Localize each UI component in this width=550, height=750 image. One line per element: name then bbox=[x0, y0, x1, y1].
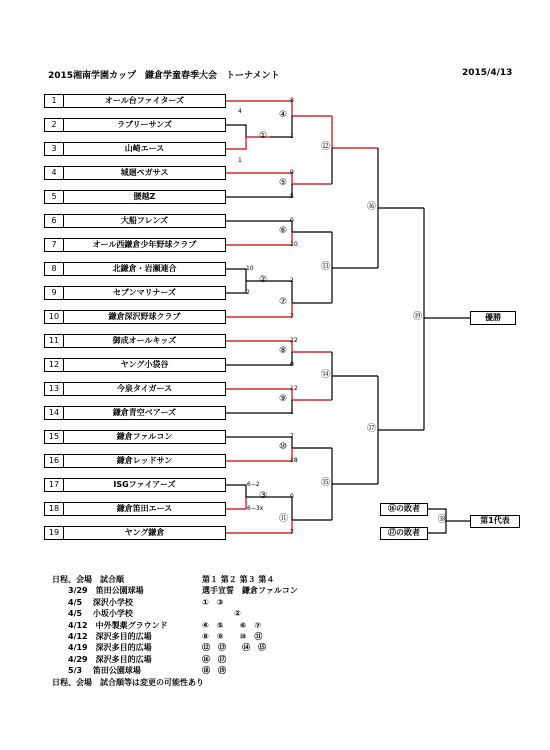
team-number: 12 bbox=[45, 359, 64, 371]
schedule-footer-text: 日程、会場 試合順等は変更の可能性あり bbox=[52, 677, 204, 687]
schedule-row bbox=[52, 642, 298, 653]
match-number: ⑤ bbox=[279, 178, 288, 188]
schedule-row bbox=[52, 585, 298, 596]
team-name: ISGファイアーズ bbox=[113, 480, 176, 489]
match-number: ④ bbox=[279, 110, 288, 120]
score: 2 bbox=[246, 289, 250, 296]
team-name: 御成オールキッズ bbox=[112, 336, 177, 345]
team-name: オール西鎌倉少年野球クラブ bbox=[92, 240, 197, 249]
score: 7 bbox=[290, 313, 294, 320]
team-entry bbox=[44, 406, 226, 420]
score: 8 bbox=[290, 97, 294, 104]
match-number: ⑲ bbox=[413, 312, 423, 322]
team-number: 4 bbox=[45, 167, 64, 179]
team-entry bbox=[44, 526, 226, 540]
date-label: 2015/4/13 bbox=[462, 68, 513, 78]
team-name: オール台ファイターズ bbox=[104, 96, 185, 105]
team-number: 2 bbox=[45, 119, 64, 131]
team-entry bbox=[44, 310, 226, 324]
schedule bbox=[52, 574, 298, 688]
match-number: ⑫ bbox=[321, 142, 331, 152]
match-number: ⑱ bbox=[438, 515, 448, 525]
team-name: 今泉タイガース bbox=[116, 384, 173, 393]
team-number: 8 bbox=[45, 263, 64, 275]
schedule-date-venue: 4/5 小坂小学校 bbox=[52, 609, 133, 619]
score: 4 bbox=[238, 108, 242, 115]
schedule-row bbox=[52, 608, 298, 619]
score: 5 bbox=[290, 193, 294, 200]
team-entry bbox=[44, 118, 226, 132]
match-number: ⑯ bbox=[367, 202, 377, 212]
team-number: 1 bbox=[45, 95, 64, 107]
match-number: ⑭ bbox=[321, 370, 331, 380]
score: 0 bbox=[290, 493, 294, 500]
match-number: ⑦ bbox=[279, 297, 288, 307]
team-entry bbox=[44, 454, 226, 468]
team-number: 17 bbox=[45, 479, 64, 491]
score: 10 bbox=[290, 241, 298, 248]
team-name: セブンマリナーズ bbox=[112, 288, 177, 297]
winner-box: 優勝 bbox=[470, 311, 516, 325]
score: 6−3x bbox=[247, 505, 264, 512]
team-entry bbox=[44, 286, 226, 300]
schedule-date-venue: 4/12 中外製薬グラウンド bbox=[52, 620, 168, 630]
team-entry bbox=[44, 382, 226, 396]
team-name: 鎌倉青空ベアーズ bbox=[112, 408, 177, 417]
team-entry bbox=[44, 238, 226, 252]
loser-17-box: ⑰の敗者 bbox=[380, 527, 428, 540]
page-title: 2015湘南学園カップ 鎌倉学童春季大会 トーナメント bbox=[48, 71, 280, 81]
team-entry bbox=[44, 358, 226, 372]
team-name: 大船フレンズ bbox=[120, 216, 169, 225]
schedule-footer bbox=[52, 677, 298, 688]
match-number: ⑬ bbox=[321, 262, 331, 272]
schedule-date-venue: 4/19 深沢多目的広場 bbox=[52, 643, 152, 653]
schedule-date-venue: 4/5 深沢小学校 bbox=[52, 597, 133, 607]
score: 12 bbox=[290, 385, 298, 392]
team-number: 18 bbox=[45, 503, 64, 515]
team-number: 11 bbox=[45, 335, 64, 347]
score: 10 bbox=[246, 265, 254, 272]
team-number: 13 bbox=[45, 383, 64, 395]
score: 1 bbox=[290, 409, 294, 416]
score: 18 bbox=[290, 457, 298, 464]
schedule-matches: ⑫ ⑬ ⑭ ⑮ bbox=[202, 643, 266, 653]
schedule-date-venue: 5/3 笛田公園球場 bbox=[52, 666, 141, 676]
team-entry bbox=[44, 190, 226, 204]
team-entry bbox=[44, 478, 226, 492]
match-number: ③ bbox=[259, 491, 268, 501]
team-number: 15 bbox=[45, 431, 64, 443]
team-number: 5 bbox=[45, 191, 64, 203]
team-name: ヤング小袋谷 bbox=[120, 360, 169, 369]
match-number: ⑰ bbox=[367, 424, 377, 434]
loser-16-box: ⑯の敗者 bbox=[380, 503, 428, 516]
team-name: 鎌倉深沢野球クラブ bbox=[108, 312, 181, 321]
team-entry bbox=[44, 142, 226, 156]
schedule-date-venue: 3/29 笛田公園球場 bbox=[52, 586, 144, 596]
schedule-row bbox=[52, 665, 298, 676]
score: 6−2 bbox=[247, 481, 260, 488]
score: 7 bbox=[290, 529, 294, 536]
match-number: ① bbox=[259, 131, 268, 141]
score: 7 bbox=[290, 433, 294, 440]
schedule-header-left: 日程、会場 試合順 bbox=[52, 575, 124, 584]
score: 22 bbox=[290, 337, 298, 344]
match-number: ⑩ bbox=[279, 442, 288, 452]
match-number: ② bbox=[259, 275, 268, 285]
schedule-row bbox=[52, 620, 298, 631]
team-number: 19 bbox=[45, 527, 64, 539]
team-number: 6 bbox=[45, 215, 64, 227]
match-number: ⑥ bbox=[279, 226, 288, 236]
team-name: 腰越Z bbox=[133, 192, 156, 201]
score: 2 bbox=[290, 277, 294, 284]
team-number: 16 bbox=[45, 455, 64, 467]
schedule-matches: 選手宣誓 鎌倉ファルコン bbox=[202, 586, 298, 596]
team-name: 鎌倉レッドサン bbox=[116, 456, 173, 465]
score: 9 bbox=[290, 169, 294, 176]
team-name: ラブリーサンズ bbox=[116, 120, 173, 129]
team-number: 7 bbox=[45, 239, 64, 251]
team-name: 鎌倉笛田エース bbox=[116, 504, 173, 513]
match-number: ⑨ bbox=[279, 394, 288, 404]
schedule-matches: ④ ⑤ ⑥ ⑦ bbox=[202, 620, 262, 630]
team-entry bbox=[44, 430, 226, 444]
score: 1 bbox=[290, 133, 294, 140]
team-entry bbox=[44, 166, 226, 180]
team-number: 3 bbox=[45, 143, 64, 155]
match-number: ⑮ bbox=[321, 478, 331, 488]
first-representative-box: 第1代表 bbox=[470, 515, 520, 528]
score: 1 bbox=[238, 157, 242, 164]
schedule-row bbox=[52, 597, 298, 608]
team-entry bbox=[44, 214, 226, 228]
team-entry bbox=[44, 334, 226, 348]
team-entry bbox=[44, 94, 226, 108]
schedule-header-right: 第１ 第２ 第３ 第４ bbox=[202, 575, 275, 584]
team-number: 10 bbox=[45, 311, 64, 323]
team-name: 城廻ペガサス bbox=[120, 168, 169, 177]
score: 0 bbox=[290, 361, 294, 368]
score: 0 bbox=[290, 217, 294, 224]
schedule-matches: ② bbox=[202, 609, 241, 619]
team-entry bbox=[44, 262, 226, 276]
schedule-header bbox=[52, 574, 298, 585]
schedule-matches: ① ③ bbox=[202, 597, 224, 607]
schedule-date-venue: 4/29 深沢多目的広場 bbox=[52, 654, 152, 664]
team-number: 14 bbox=[45, 407, 64, 419]
team-entry bbox=[44, 502, 226, 516]
team-name: 山崎エース bbox=[124, 144, 165, 153]
schedule-row bbox=[52, 631, 298, 642]
match-number: ⑪ bbox=[279, 514, 289, 524]
schedule-date-venue: 4/12 深沢多目的広場 bbox=[52, 631, 152, 641]
schedule-matches: ⑱ ⑲ bbox=[202, 666, 226, 676]
team-name: 鎌倉ファルコン bbox=[116, 432, 173, 441]
team-number: 9 bbox=[45, 287, 64, 299]
team-name: ヤング鎌倉 bbox=[124, 528, 165, 537]
schedule-row bbox=[52, 654, 298, 665]
schedule-matches: ⑧ ⑨ ⑩ ⑪ bbox=[202, 631, 263, 641]
team-name: 北鎌倉・岩瀬連合 bbox=[112, 264, 177, 273]
schedule-matches: ⑯ ⑰ bbox=[202, 654, 226, 664]
match-number: ⑧ bbox=[279, 346, 288, 356]
